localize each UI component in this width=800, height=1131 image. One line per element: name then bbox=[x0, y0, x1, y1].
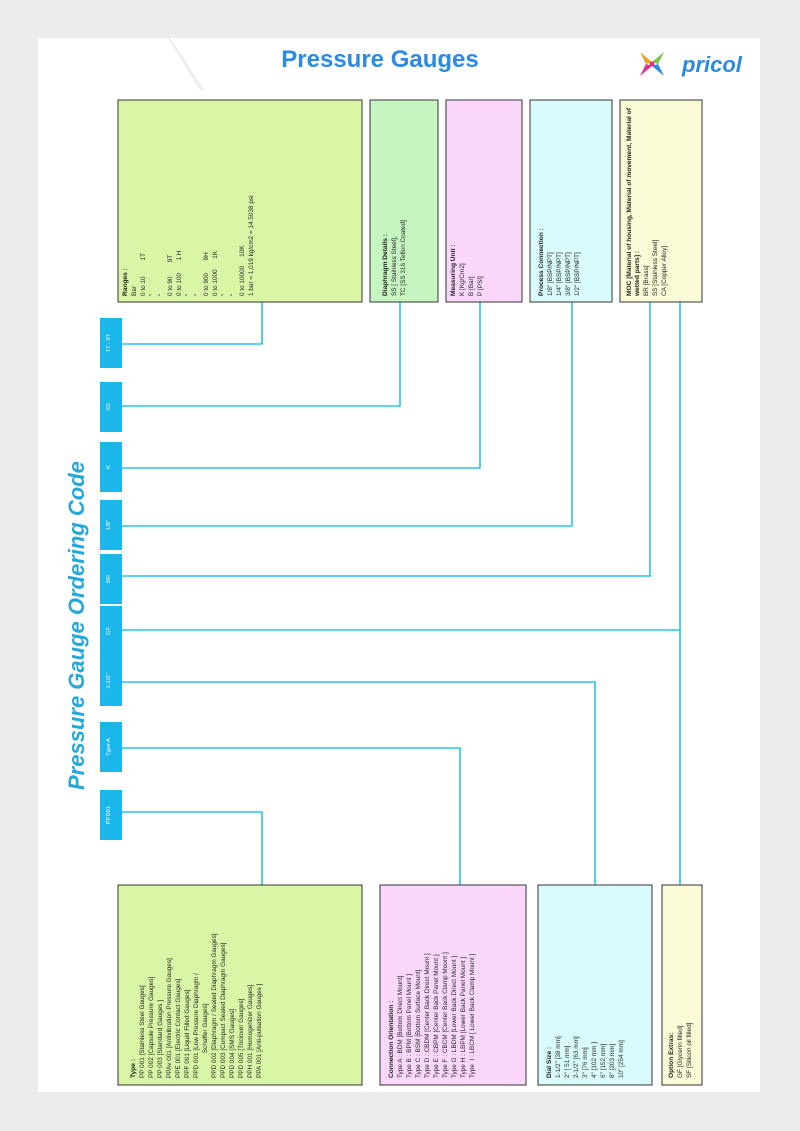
type-line: PPD 002 [Diaphragm / Sealed Diaphragm Gauges] bbox=[211, 933, 219, 1078]
range-line: " bbox=[194, 293, 202, 296]
code-label: K bbox=[106, 465, 112, 469]
range-line: 0 to 100 1 H bbox=[176, 250, 184, 296]
range-line: Bar bbox=[131, 286, 139, 296]
orientation-text bbox=[388, 888, 477, 1078]
dial-text bbox=[546, 888, 626, 1078]
orientation-line: Type H : LBPM [Lower Back Panel Mount ] bbox=[460, 956, 468, 1078]
type-line: PPD 005 [Triclover Gauges] bbox=[238, 998, 246, 1078]
extras-line: SF [Silicon oil filled] bbox=[686, 1022, 694, 1078]
orientation-line: Type B : BPM [Bottom Panel Mount ] bbox=[406, 973, 414, 1078]
code-label: SS bbox=[106, 403, 112, 411]
orientation-line: Type D : CBDM [Center Back Direct Mount ] bbox=[424, 953, 432, 1078]
range-line: " bbox=[149, 293, 157, 296]
moc-line: SS [Stainless Steel] bbox=[652, 239, 660, 296]
type-line: PP 003 [Standard Gauges ] bbox=[157, 999, 165, 1078]
unit-line: K [Kg/Cm2] bbox=[459, 263, 467, 296]
dial-line: 10" [254 mm] bbox=[618, 1040, 626, 1078]
diaphragm-text bbox=[382, 106, 408, 296]
type-line: PPAv 001 [Antivibration Pressure Gauges] bbox=[166, 958, 174, 1078]
type-line: PPD 004 [SMS Gauges] bbox=[229, 1009, 237, 1078]
extras-title: Option Extras: bbox=[668, 1032, 675, 1078]
ordering-code-title: Pressure Gauge Ordering Code bbox=[64, 461, 89, 790]
ranges-title: Ranges : bbox=[122, 268, 129, 296]
range-line: " bbox=[221, 293, 229, 296]
range-line: 0 to 10000 10K bbox=[239, 245, 247, 296]
range-line: " bbox=[158, 293, 166, 296]
ranges-text bbox=[122, 106, 256, 296]
moc-title: MOC [Material of housing, Material of movement, Material of wetted parts] : bbox=[626, 108, 642, 296]
type-title: Type : bbox=[130, 1059, 137, 1078]
type-line: PPA 001 [Anti-pulsation Gauges ] bbox=[256, 983, 264, 1078]
type-line: Schaffer Gauges] bbox=[202, 1003, 210, 1078]
dial-title: Dial Size : bbox=[546, 1046, 553, 1078]
diaphragm-line: TC [SS 316 Teflon Coated] bbox=[400, 220, 408, 296]
code-label: PPD01 bbox=[106, 805, 112, 825]
range-line: 0 to 10 1T bbox=[140, 253, 148, 296]
orientation-line: Type G : LBDM [Lower Back Direct Mount ] bbox=[451, 955, 459, 1078]
unit-text bbox=[450, 106, 485, 296]
dial-line: 2" [ 51 mm] bbox=[564, 1045, 572, 1078]
connection-line: 3/8" [BSP/NPT] bbox=[565, 252, 573, 296]
code-label: GF bbox=[106, 626, 112, 636]
type-text bbox=[130, 888, 264, 1078]
dial-line: 3" [76 mm] bbox=[582, 1047, 590, 1078]
code-label: 1T : 9T bbox=[106, 333, 112, 353]
range-line: 0 to 900 9H bbox=[203, 252, 211, 296]
type-line: PPH 001 [Homogenizer Gauges] bbox=[247, 984, 255, 1078]
type-line: PPD 001 [Low Pressure Diaphragm / bbox=[193, 973, 201, 1078]
orientation-line: Type F : CBCM [Center Back Clamp Mount ] bbox=[442, 952, 450, 1078]
connection-title: Process Connection : bbox=[538, 228, 545, 296]
connection-line: 1/8" [BSP/NPT] bbox=[547, 252, 555, 296]
brand-name: pricol bbox=[682, 52, 742, 77]
dial-line: 6" [152 mm] bbox=[600, 1043, 608, 1078]
connection-line: 1/2" [BSP/NPT] bbox=[574, 252, 582, 296]
connection-text bbox=[538, 106, 582, 296]
moc-text bbox=[626, 106, 669, 296]
range-line: " bbox=[185, 293, 193, 296]
orientation-line: Type C : BSM [Bottom Surface Mount] bbox=[415, 969, 423, 1078]
unit-line: B [Bar] bbox=[468, 276, 476, 296]
range-line: " bbox=[230, 293, 238, 296]
code-label: Type A bbox=[106, 738, 112, 756]
page-title: Pressure Gauges bbox=[281, 46, 479, 73]
code-label: 1-1/2" bbox=[106, 673, 112, 689]
unit-line: P [PSI] bbox=[477, 276, 485, 296]
dial-line: 2-1/2" [63 mm] bbox=[573, 1036, 581, 1078]
extras-text bbox=[668, 888, 694, 1078]
dial-line: 4" [102 mm ] bbox=[591, 1041, 599, 1078]
type-line: PP 001 [Stainless Steel Gauges] bbox=[139, 985, 147, 1078]
moc-line: BR [Brass] bbox=[643, 265, 651, 296]
diaphragm-line: SS [ Stainless Steel], bbox=[391, 236, 399, 296]
unit-title: Measuring Unit : bbox=[450, 244, 457, 296]
type-line: PPE 001 [Electric Contact Gauges] bbox=[175, 978, 183, 1078]
type-line: PPF 001 [Liquid Filled Gauges] bbox=[184, 989, 192, 1078]
range-conversion: 1 bar = 1.019 kg/cm2 = 14.5038 psi bbox=[248, 195, 256, 296]
orientation-title: Connection Orientation : bbox=[388, 1000, 395, 1078]
diaphragm-title: Diaphragm Details : bbox=[382, 234, 389, 296]
orientation-line: Type I : LBCM [ Lower Back Clamp Mount ] bbox=[469, 953, 477, 1078]
moc-line: CA [Copper Alloy] bbox=[661, 245, 669, 296]
code-label: BR bbox=[106, 574, 112, 584]
range-line: 0 to 1000 1K bbox=[212, 250, 220, 296]
extras-line: GF [Glycerin filled] bbox=[677, 1025, 685, 1078]
type-line: PPD 003 [Compact Sealed Diaphragm Gauges] bbox=[220, 942, 228, 1078]
range-line: 0 to 90 9T bbox=[167, 254, 175, 296]
orientation-line: Type A : BDM [Bottom Direct Mount] bbox=[397, 975, 405, 1078]
code-label: 1/8" bbox=[106, 519, 112, 531]
dial-line: 8" [203 mm] bbox=[609, 1043, 617, 1078]
type-line: PP 002 [Capsule Pressure Gauges] bbox=[148, 976, 156, 1078]
connection-line: 1/4" [BSP/NPT] bbox=[556, 252, 564, 296]
orientation-line: Type E : CBPM [Center Back Panel Mount ] bbox=[433, 954, 441, 1078]
dial-line: 1-1/2" [38 mm] bbox=[555, 1036, 563, 1078]
